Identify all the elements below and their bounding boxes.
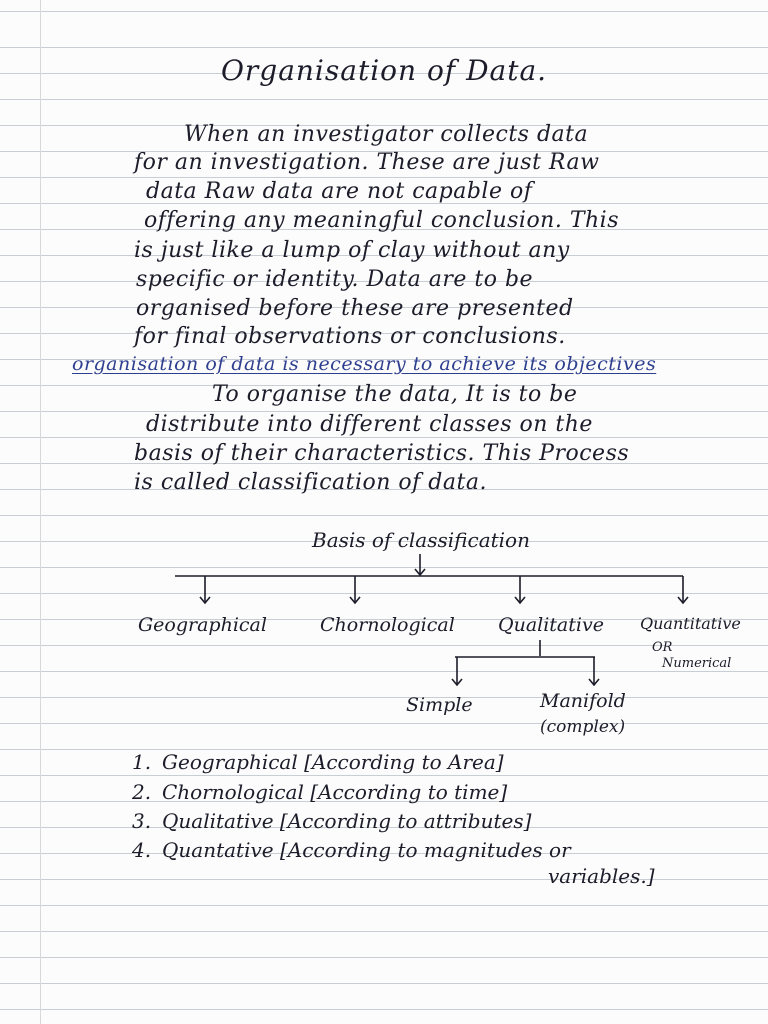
list-item-2	[132, 780, 507, 804]
list-item-text: Quantative [According to magnitudes or	[162, 838, 571, 862]
list-continuation: variables.]	[548, 864, 655, 888]
tree-node-chornological: Chornological	[320, 614, 455, 636]
paragraph2-line-1: To organise the data, It is to be	[212, 382, 578, 407]
list-item-4	[132, 838, 571, 862]
list-item-text: Chornological [According to time]	[162, 780, 508, 804]
paragraph1-line-7: organised before these are presented	[136, 296, 574, 321]
paragraph2-line-2: distribute into different classes on the	[146, 412, 593, 437]
blue-note: organisation of data is necessary to achieve its objectives	[72, 353, 657, 375]
list-item-text: Qualitative [According to attributes]	[162, 809, 532, 833]
list-item-number: 1.	[132, 750, 152, 774]
paragraph1-line-6: specific or identity. Data are to be	[136, 267, 534, 292]
paragraph1-line-5: is just like a lump of clay without any	[134, 238, 570, 263]
paragraph1-line-4: offering any meaningful conclusion. This	[144, 208, 620, 233]
paragraph2-line-3: basis of their characteristics. This Process	[134, 441, 630, 466]
tree-node-simple: Simple	[406, 694, 473, 716]
list-item-1	[132, 750, 504, 774]
tree-complex-label: (complex)	[540, 717, 626, 737]
list-item-number: 4.	[132, 838, 152, 862]
tree-node-qualitative: Qualitative	[498, 614, 604, 636]
tree-root: Basis of classification	[312, 528, 530, 552]
paragraph2-line-4: is called classification of data.	[134, 470, 487, 495]
tree-or-label: OR	[652, 640, 673, 655]
list-item-text: Geographical [According to Area]	[162, 750, 504, 774]
paragraph1-line-3: data Raw data are not capable of	[146, 179, 533, 204]
tree-numerical-label: Numerical	[662, 656, 732, 671]
paragraph1-line-8: for final observations or conclusions.	[134, 324, 566, 349]
tree-node-geographical: Geographical	[138, 614, 267, 636]
page-title: Organisation of Data.	[220, 54, 548, 87]
tree-node-manifold: Manifold	[540, 690, 626, 712]
list-item-3	[132, 809, 531, 833]
list-item-number: 3.	[132, 809, 152, 833]
list-item-number: 2.	[132, 780, 152, 804]
paragraph1-line-1: When an investigator collects data	[184, 122, 589, 147]
tree-node-quantitative: Quantitative	[640, 614, 741, 633]
paragraph1-line-2: for an investigation. These are just Raw	[134, 150, 600, 175]
